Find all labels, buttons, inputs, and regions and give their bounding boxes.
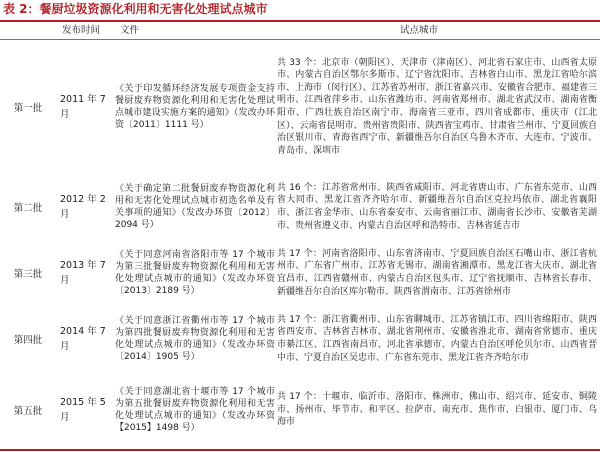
row-time: 2012 年 2 月	[60, 194, 106, 220]
row-batch: 第三批	[13, 269, 43, 280]
row-batch: 第四批	[13, 335, 43, 346]
row-batch: 第五批	[13, 406, 43, 417]
row-document: 《关于同意河南省洛阳市等 17 个城市为第三批餐厨废弃物资源化利用和无害化处理试点城市的通知》（发改办环资〔2013〕2189 号）	[115, 249, 275, 297]
header-rule	[0, 39, 600, 40]
table-title: 表 2：餐厨垃圾资源化利用和无害化处理试点城市	[3, 2, 268, 16]
row-cities: 共 16 个：江苏省常州市、陕西省咸阳市、河北省唐山市、广东省东莞市、山西省大同市、黑龙江省齐齐哈尔市、新疆维吾尔自治区克拉玛依市、湖北省襄阳市、浙江省金华市、山东省泰安市、云南省丽江市、湖南省长沙市、安徽省芜湖市、贵州省遵义市、内蒙古自治区呼和浩特市、吉林省延吉市	[277, 182, 597, 231]
row-cities: 共 17 个：河南省洛阳市、山东省济南市、宁夏回族自治区石嘴山市、浙江省杭州市、广东省广州市、江苏省无锡市、湖南省湘潭市、黑龙江省大庆市、湖北省宜昌市、江西省赣州市、内蒙古自治区包头市、辽宁省抚顺市、吉林省长春市、新疆维吾尔自治区库尔勒市、陕西省渭南市、江苏省徐州市	[277, 248, 597, 297]
row-cities: 共 17 个：浙江省衢州市、山东省聊城市、江苏省镇江市、四川省绵阳市、陕西省西安市、吉林省吉林市、湖北省荆州市、安徽省淮北市、湖南省常德市、重庆市綦江区、江西省南昌市、河北省承德市、内蒙古自治区呼伦贝尔市、山西省晋中市、宁夏自治区吴忠市、广东省东莞市、黑龙江省齐齐哈尔市	[277, 314, 597, 363]
row-time: 2015 年 5 月	[60, 397, 106, 423]
row-time: 2013 年 7 月	[60, 260, 106, 286]
row-cities: 共 33 个：北京市（朝阳区）、天津市（津南区）、河北省石家庄市、山西省太原市、内蒙古自治区鄂尔多斯市、辽宁省沈阳市、吉林省白山市、黑龙江省哈尔滨市、上海市（闵行区）、江苏省苏州市、浙江省嘉兴市、安徽省合肥市、福建省三明市、江西省萍乡市、山东省潍坊市、河南省郑州市、湖北省武汉市、湖南省衡阳市、广西壮族自治区南宁市、海南省三亚市、四川省成都市、重庆市（江北区）、云南省昆明市、贵州省贵阳市、陕西省宝鸡市、甘肃省兰州市、宁夏回族自治区银川市、青海省西宁市、新疆维吾尔自治区乌鲁木齐市、大连市、宁波市、青岛市、深圳市	[277, 57, 597, 156]
row-document: 《关于印发循环经济发展专项资金支持餐厨废弃物资源化利用和无害化处理试点城市建设实施方案的通知》（发改办环资〔2011〕1111 号）	[115, 83, 275, 131]
header-doc: 文件	[120, 25, 140, 36]
row-cities: 共 17 个：十堰市、临沂市、洛阳市、株洲市、佛山市、绍兴市、延安市、铜陵市、扬州市、毕节市、和平区、拉萨市、南充市、焦作市、白银市、厦门市、乌海市	[277, 392, 597, 428]
header-time: 发布时间	[62, 25, 101, 36]
header-cities: 试点城市	[400, 25, 439, 36]
row-batch: 第一批	[13, 103, 43, 114]
row-document: 《关于确定第二批餐厨废弃物资源化利用和无害化处理试点城市初选名单及有关事项的通知》（发改办环资〔2012〕2094 号）	[115, 183, 275, 231]
row-time: 2014 年 7 月	[60, 326, 106, 352]
bottom-rule	[0, 449, 600, 451]
row-batch: 第二批	[13, 203, 43, 214]
row-document: 《关于同意湖北省十堰市等 17 个城市为第五批餐厨废弃物资源化利用和无害化处理试点城市的通知》（发改办环资【2015】1498 号）	[115, 386, 275, 434]
row-document: 《关于同意浙江省衢州市等 17 个城市为第四批餐厨废弃物资源化利用和无害化处理试点城市的通知》（发改办环资〔2014〕1905 号）	[115, 315, 275, 363]
row-time: 2011 年 7 月	[60, 94, 106, 120]
